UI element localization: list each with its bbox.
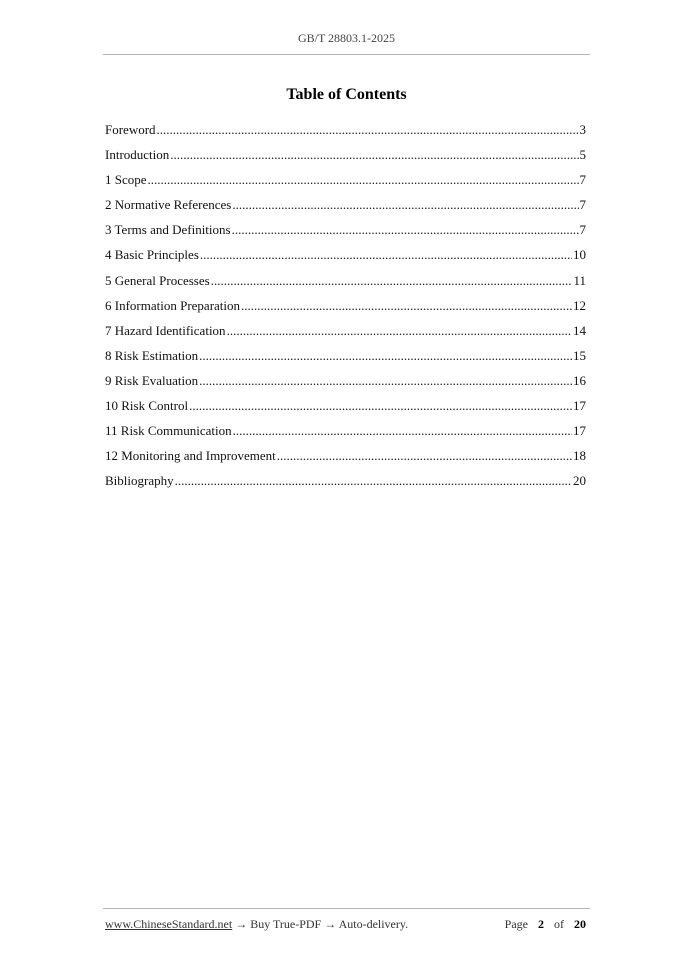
toc-dot-leader [241, 297, 572, 315]
toc-entry-page: 17 [573, 423, 586, 439]
footer-divider [103, 908, 590, 909]
total-pages-number: 20 [574, 917, 586, 931]
toc-entry-label: 5 General Processes [105, 272, 210, 288]
toc-entry-label: 3 Terms and Definitions [105, 222, 231, 238]
toc-entry-information-preparation[interactable] [105, 297, 586, 322]
chinese-standard-link[interactable]: www.ChineseStandard.net [105, 917, 233, 931]
toc-entry-label: 7 Hazard Identification [105, 322, 226, 338]
toc-dot-leader [211, 272, 573, 290]
toc-dot-leader [232, 221, 579, 239]
toc-entry-monitoring-and-improvement[interactable] [105, 447, 586, 472]
toc-dot-leader [148, 171, 579, 189]
toc-entry-page: 15 [573, 347, 586, 363]
toc-entry-page: 10 [573, 247, 586, 263]
toc-entry-risk-evaluation[interactable] [105, 372, 586, 397]
toc-entry-terms-and-definitions[interactable] [105, 221, 586, 246]
toc-entry-label: 8 Risk Estimation [105, 347, 199, 363]
header-divider [103, 54, 590, 55]
toc-title: Table of Contents [286, 86, 407, 103]
toc-entry-page: 18 [573, 448, 586, 464]
toc-entry-risk-control[interactable] [105, 397, 586, 422]
toc-entry-label: 2 Normative References [105, 197, 232, 213]
toc-entry-page: 20 [573, 473, 586, 489]
toc-entry-label: 1 Scope [105, 172, 147, 188]
toc-entry-basic-principles[interactable] [105, 246, 586, 271]
toc-dot-leader [189, 397, 572, 415]
toc-entry-page: 7 [579, 172, 586, 188]
toc-entry-label: Introduction [105, 147, 170, 163]
toc-dot-leader [200, 246, 572, 264]
of-word: of [554, 917, 564, 931]
toc-dot-leader [277, 447, 572, 465]
toc-entry-page: 14 [573, 322, 586, 338]
toc-entry-page: 3 [579, 122, 586, 137]
toc-entry-hazard-identification[interactable] [105, 322, 586, 347]
toc-entry-label: Foreword [105, 122, 156, 137]
toc-dot-leader [233, 422, 572, 440]
toc-dot-leader [199, 372, 572, 390]
toc-entry-normative-references[interactable] [105, 196, 586, 221]
toc-dot-leader [227, 322, 572, 340]
footer-promo [105, 917, 408, 932]
toc-entry-label: 11 Risk Communication [105, 423, 232, 439]
current-page-number: 2 [538, 917, 544, 931]
page-word: Page [504, 917, 528, 931]
toc-entry-general-processes[interactable] [105, 272, 586, 297]
toc-entry-page: 16 [573, 372, 586, 388]
toc-entry-label: 6 Information Preparation [105, 297, 241, 313]
toc-entry-page: 7 [579, 222, 586, 238]
toc-dot-leader [199, 347, 572, 365]
toc-dot-leader [232, 196, 578, 214]
toc-list [105, 121, 586, 497]
footer-promo-text: → Buy True-PDF → Auto-delivery. [232, 917, 409, 931]
toc-dot-leader [170, 146, 578, 164]
toc-dot-leader [157, 121, 579, 139]
toc-entry-page: 12 [573, 297, 586, 313]
toc-entry-label: 4 Basic Principles [105, 247, 199, 263]
toc-dot-leader [175, 472, 572, 490]
toc-entry-page: 11 [573, 272, 586, 288]
toc-entry-label: 10 Risk Control [105, 398, 189, 414]
toc-entry-label: 9 Risk Evaluation [105, 372, 199, 388]
toc-entry-foreword[interactable] [105, 121, 586, 146]
toc-entry-bibliography[interactable] [105, 472, 586, 497]
page-footer [105, 917, 586, 932]
toc-entry-page: 7 [579, 197, 586, 213]
toc-entry-scope[interactable] [105, 171, 586, 196]
page-indicator [505, 917, 586, 932]
toc-entry-page: 5 [579, 147, 586, 163]
toc-entry-introduction[interactable] [105, 146, 586, 171]
toc-entry-risk-communication[interactable] [105, 422, 586, 447]
toc-entry-label: 12 Monitoring and Improvement [105, 448, 276, 464]
toc-entry-page: 17 [573, 398, 586, 414]
document-code-header: GB/T 28803.1-2025 [297, 31, 396, 45]
toc-entry-risk-estimation[interactable] [105, 347, 586, 372]
toc-entry-label: Bibliography [105, 473, 174, 489]
